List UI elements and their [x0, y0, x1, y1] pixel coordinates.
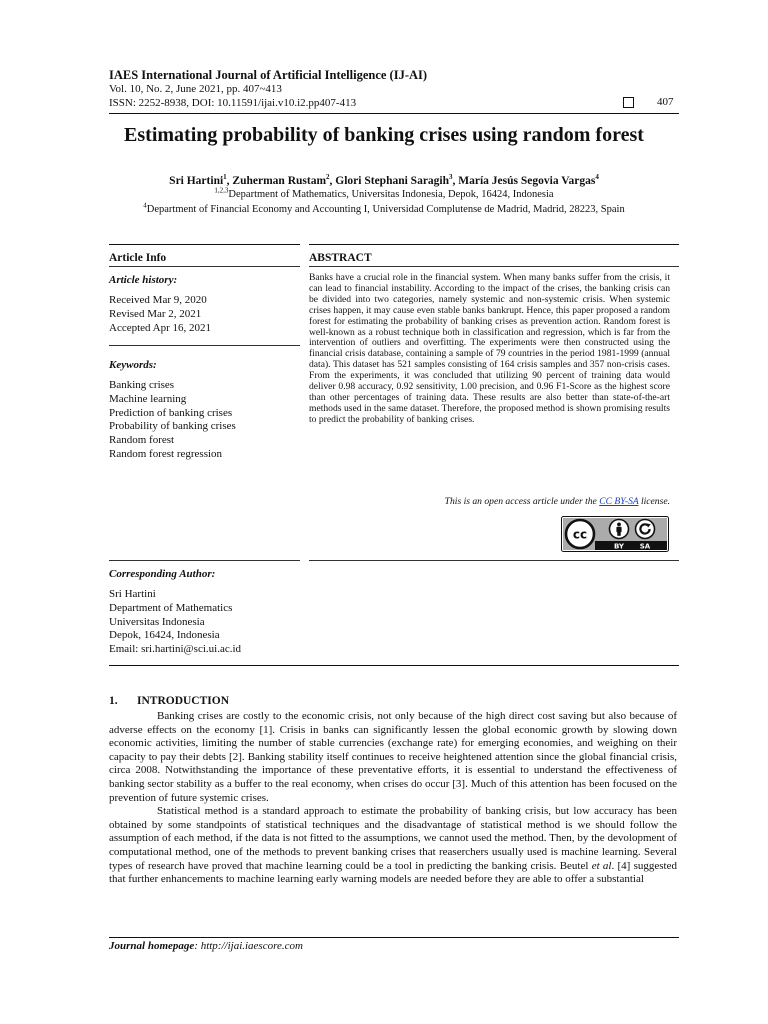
history-item: Revised Mar 2, 2021	[109, 307, 202, 320]
introduction-paragraph: Banking crises are costly to the economic crisis, not only because of the high direct cost saving but also because of adverse effects on the economy [1]. Crisis in banks can significantly lessen the global economic growth by slowing down economic activities, limiting the number of stable currencies (exchange rate) for emerging economies, and weighing on their capacity to pay their debts [2]. Banking stability itself continues to receive heightened attention since the global financial crisis, circa 2008. Notwithstanding the importance of these preventative efforts, it is essential to understand the effectiveness of banking sector stability as a buffer to the real economy, when crises do occur [3]. Much of this attention has been focused on the prevention of future systemic crises.	[109, 710, 677, 804]
keywords-bottom-rule	[109, 560, 300, 561]
footer-rule	[109, 937, 679, 938]
section-heading-introduction: 1. INTRODUCTION	[109, 695, 230, 707]
svg-text:cc: cc	[572, 527, 588, 542]
journal-homepage-link[interactable]: http://ijai.iaescore.com	[200, 940, 303, 952]
corresponding-author-details	[109, 588, 241, 657]
introduction-body	[109, 710, 677, 887]
history-item: Received Mar 9, 2020	[109, 294, 207, 306]
author-detail-line: Depok, 16424, Indonesia	[109, 629, 220, 642]
keyword-item: Random forest regression	[109, 447, 223, 460]
introduction-paragraph: Statistical method is a standard approach to estimate the probability of banking crisis, but low accuracy has been obtained by some standpoints of statistical techniques and the disadvantage of statistical method is we should follow the assumption of each method, if the data is not fitted to the assumptions, we cannot used the method. Then, by the devolopment of computational method, one of the methods to prevent banking crises that reaserchers usually used is machine learning. Several types of research have proved that machine learning could be a tool in predicting the banking crisis. Beutel et al. [4] suggested that further enhancements to machine learning early warning models are needed before they are able to offer a substantial	[109, 805, 677, 886]
cc-by-sa-badge[interactable]	[561, 516, 669, 552]
keyword-item: Prediction of banking crises	[109, 406, 233, 419]
square-bullet-icon	[623, 97, 634, 108]
cc-by-sa-link[interactable]: CC BY-SA	[599, 496, 639, 507]
abstract-heading: ABSTRACT	[309, 252, 372, 264]
author-name: Zuherman Rustam	[232, 175, 327, 187]
keyword-item: Banking crises	[109, 379, 175, 391]
article-history-list	[109, 294, 211, 335]
svg-text:BY: BY	[613, 542, 625, 551]
author-email: Email: sri.hartini@sci.ui.ac.id	[109, 643, 242, 656]
abstract-heading-rule	[309, 266, 679, 267]
front-matter-bottom-rule	[109, 665, 679, 666]
keywords-heading: Keywords:	[109, 359, 157, 371]
paper-title: Estimating probability of banking crises using random forest	[124, 124, 644, 146]
author-list: Sri Hartini$^1$, Zuherman Rustam$^2$, Glori Stephani Saragih$^3$, María Jesús Segovia Vargas$^4$	[169, 173, 599, 187]
abstract-top-rule	[309, 244, 679, 245]
corresponding-author-heading: Corresponding Author:	[109, 568, 216, 580]
author-name: María Jesús Segovia Vargas	[458, 175, 596, 187]
keywords-list	[109, 379, 236, 462]
author-name: Glori Stephani Saragih	[335, 175, 450, 187]
journal-volume: Vol. 10, No. 2, June 2021, pp. 407~413	[109, 83, 282, 95]
affiliation-2: $^4$Department of Financial Economy and Accounting I, Universidad Complutense de Madrid, Madrid, 28223, Spain	[143, 201, 625, 215]
author-name: Sri Hartini	[169, 175, 224, 187]
history-separator-rule	[109, 345, 300, 346]
license-note: This is an open access article under the CC BY-SA license.	[444, 496, 670, 507]
article-history-heading: Article history:	[109, 274, 178, 286]
header-rule	[109, 113, 679, 114]
page-number: 407	[657, 96, 674, 108]
author-detail-line: Sri Hartini	[109, 588, 156, 600]
abstract-bottom-rule	[309, 560, 679, 561]
author-detail-line: Department of Mathematics	[109, 601, 233, 614]
keyword-item: Machine learning	[109, 392, 187, 405]
journal-homepage: Journal homepage: http://ijai.iaescore.com	[109, 940, 303, 952]
article-info-heading: Article Info	[109, 252, 167, 264]
article-info-heading-rule	[109, 266, 300, 267]
journal-name: IAES International Journal of Artificial Intelligence (IJ-AI)	[109, 68, 428, 82]
article-info-top-rule	[109, 244, 300, 245]
keyword-item: Probability of banking crises	[109, 420, 236, 433]
abstract-text: Banks have a crucial role in the financial system. When many banks suffer from the crisis, it can lead to financial instability. According to the impact of the crises, the banking crisis can be divided into two categories, namely systemic and non-systemic crisis. When systemic crises happen, it may cause even stable banks bankrupt. Hence, this paper proposed a random forest for estimating the probability of banking crises as prevention action. Random forest is well-known as a robust technique both in classification and regression, which is far from the intervention of outliers and overfitting. The experiments were then constructed using the financial crisis database, containing a sample of 79 countries in the period 1981-1999 (annual data). This dataset has 521 samples consisting of 164 crisis samples and 357 non-crisis cases. From the experiments, it was concluded that utilizing 90 percent of training data would deliver 0.98 accuracy, 0.92 sensitivity, 1.00 precision, and 0.96 F1-Score as the highest score than other percentages of training data. These results are also better than state-of-the-art methods used in the same dataset. Therefore, the proposed method is shown promising results to predict the probability of banking crises.	[309, 272, 670, 425]
journal-issn-doi: ISSN: 2252-8938, DOI: 10.11591/ijai.v10.i2.pp407-413	[109, 97, 357, 109]
share-alike-icon	[636, 520, 655, 539]
keyword-item: Random forest	[109, 434, 175, 447]
svg-text:SA: SA	[639, 542, 651, 551]
author-detail-line: Universitas Indonesia	[109, 615, 205, 628]
affiliation-1: $^{1,2,3}$Department of Mathematics, Universitas Indonesia, Depok, 16424, Indonesia	[214, 186, 554, 200]
history-item: Accepted Apr 16, 2021	[109, 321, 212, 334]
